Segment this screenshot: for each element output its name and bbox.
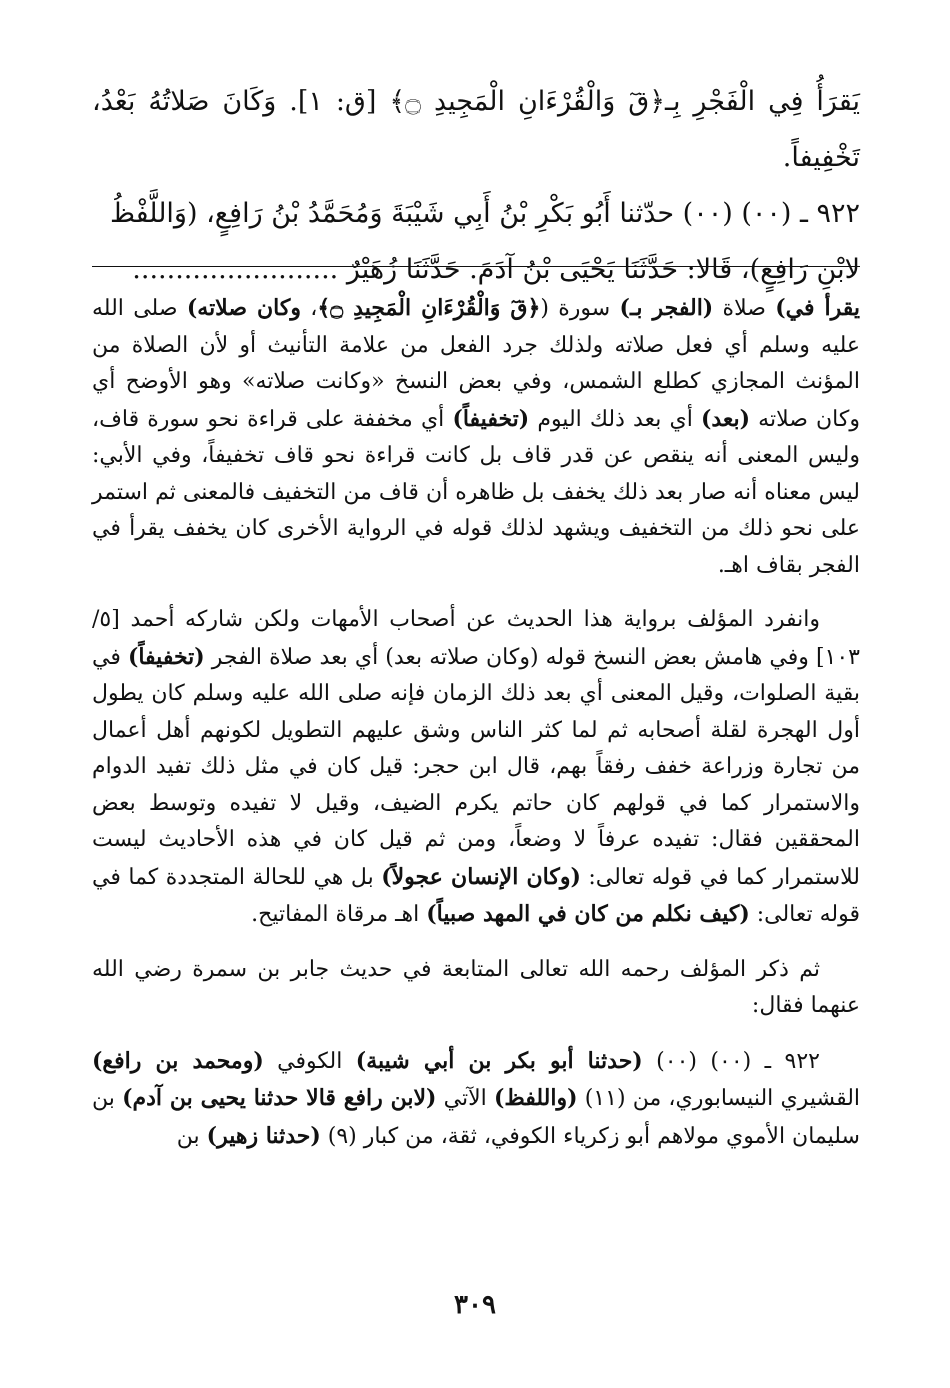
- commentary-paragraph-1: [92, 290, 860, 584]
- bold-text-run: يقرأ في): [775, 295, 860, 321]
- hadith-line-3-text: لابْنِ رَافِعٍ)، قَالا: حَدَّثَنَا يَحْيَى بْنُ آدَمَ. حَدَّثَنَا زُهَيْرٌ: [346, 254, 860, 285]
- text-run: بن سليمان الأموي مولاهم أبو زكرياء الكوفي، ثقة، من كبار (٩): [92, 1086, 860, 1149]
- bold-text-run: وكان صلاته): [186, 295, 301, 321]
- bold-text-run: (تخفيفاً): [452, 405, 530, 432]
- hadith-text-block: [92, 74, 860, 298]
- text-run: الكوفي: [263, 1048, 356, 1074]
- bold-text-run: (وكان الإنسان عجولاً): [381, 863, 581, 890]
- commentary-block: [92, 290, 860, 1173]
- hadith-main-text: [92, 74, 860, 298]
- text-run: سورة (: [540, 296, 620, 321]
- page-number: ٣٠٩: [454, 1290, 496, 1320]
- text-run: وانفرد المؤلف برواية هذا الحديث عن أصحاب الأمهات ولكن شاركه أحمد [٥/ ١٠٣] وفي هامش بعض النسخ قوله (وكان صلاته بعد) أي بعد صلاة الفجر: [92, 607, 860, 670]
- text-run: ٩٢٢ ـ (٠٠) (٠٠): [642, 1048, 820, 1074]
- hadith-line-3-dots: ........................: [132, 254, 339, 285]
- commentary-paragraph-4: [92, 1043, 860, 1156]
- bold-text-run: (تخفيفاً): [127, 643, 205, 670]
- text-run: صلاة: [713, 296, 776, 321]
- text-run: صلى الله عليه وسلم أي فعل صلاته ولذلك جرد الفعل من علامة التأنيث أو لأن الصلاة من المؤنث المجازي كطلع الشمس، وفي بعض النسخ «وكانت صلاته» وهو الأوضح أي وكان صلاته: [92, 296, 860, 432]
- text-run: الآتي: [436, 1086, 494, 1111]
- footnote-divider: [92, 266, 860, 267]
- commentary-paragraph-3: [92, 952, 860, 1025]
- text-run: أي مخففة على قراءة نحو سورة قاف، وليس المعنى أنه ينقص عن قدر قاف بل كانت قراءة نحو قاف تخفيفاً، وفي الأبي: ليس معناه أنه صار بعد ذلك يخفف بل ظاهره أن قاف من التخفيف فالمعنى ثم استمر على نحو ذلك من التخفيف ويشهد لذلك قوله في الرواية الأخرى كان يخفف يقرأ في الفجر بقاف اهـ.: [92, 406, 860, 578]
- text-run: أي بعد ذلك اليوم: [529, 406, 701, 432]
- bold-text-run: (الفجر بـ): [619, 295, 714, 321]
- text-run: بن: [176, 1123, 207, 1149]
- text-run: في بقية الصلوات، وقيل المعنى أي بعد ذلك الزمان فإنه صلى الله عليه وسلم كان يطول أول الهجرة لقلة أصحابه ثم لما كثر الناس وشق عليهم التطويل لكونهم أهل أعمال من تجارة وزراعة خفف رفقاً بهم، قال ابن حجر: قيل كان في مثل ذلك تفيد الدوام والاستمرار كما في قولهم كان حاتم يكرم الضيف، وقيل لا تفيده وتوسط بعض المحققين فقال: تفيده عرفاً لا وضعاً، ومن ثم قيل كان في هذه الأحاديث ليست للاستمرار كما في قوله تعالى:: [92, 644, 860, 890]
- bold-text-run: (لابن رافع قالا حدثنا يحيى بن آدم): [122, 1085, 437, 1111]
- bold-text-run: (واللفظ): [493, 1085, 578, 1111]
- text-run: ،: [300, 296, 318, 321]
- bold-text-run: (كيف نكلم من كان في المهد صبياً): [426, 901, 750, 927]
- bold-text-run: (ومحمد بن رافع): [92, 1047, 264, 1074]
- hadith-line-2: ٩٢٢ ـ (٠٠) (٠٠) حدّثنا أَبُو بَكْرِ بْنُ أَبِي شَيْبَةَ وَمُحَمَّدُ بْنُ رَافِعٍ، (وَاللَّفْظُ: [109, 198, 860, 229]
- hadith-line-1: يَقرَأُ فِي الْفَجْرِ بِـ﴿قٓ وَالْقُرْءَانِ الْمَجِيدِ ۝﴾ [ق: ١]. وَكَانَ صَلاتُهُ بَعْدُ، تَخْفِيفاً.: [92, 86, 860, 173]
- bold-text-run: ﴿قٓ وَالْقُرْءَانِ الْمَجِيدِ ۝﴾: [317, 295, 541, 321]
- text-run: بل هي للحالة المتجددة كما في قوله تعالى:: [92, 864, 860, 927]
- text-run: اهـ مرقاة المفاتيح.: [251, 902, 427, 927]
- commentary-paragraph-2: [92, 602, 860, 934]
- text-run: ثم ذكر المؤلف رحمه الله تعالى المتابعة في حديث جابر بن سمرة رضي الله عنهما فقال:: [92, 956, 860, 1018]
- bold-text-run: (حدثنا أبو بكر بن أبي شيبة): [355, 1047, 643, 1074]
- bold-text-run: (بعد): [700, 405, 751, 432]
- text-run: القشيري النيسابوري، من (١١): [577, 1086, 861, 1111]
- bold-text-run: (حدثنا زهير): [206, 1122, 321, 1149]
